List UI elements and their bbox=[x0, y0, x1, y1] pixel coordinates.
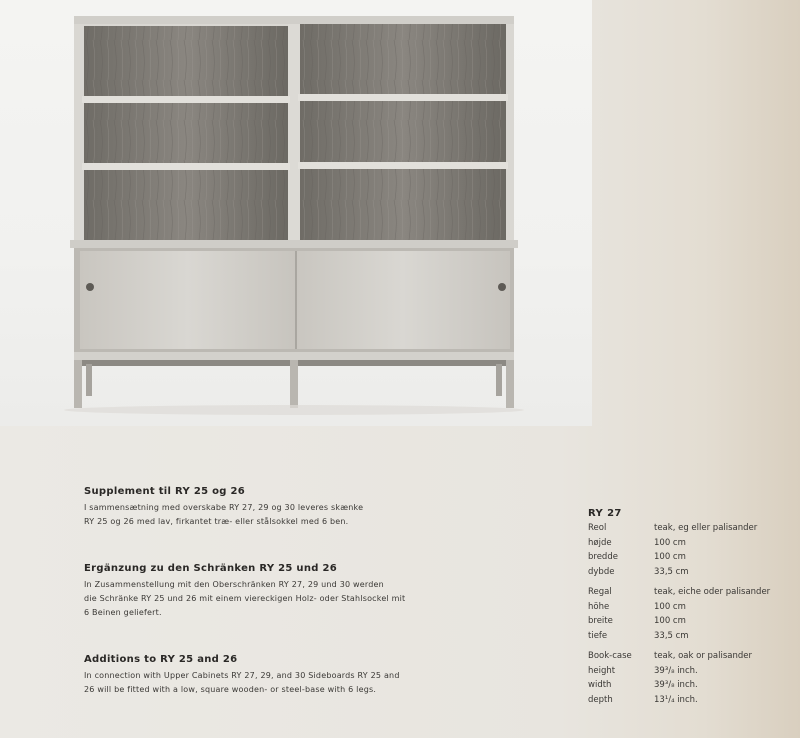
sliding-door-right bbox=[296, 251, 510, 349]
spec-value: 33,5 cm bbox=[654, 566, 689, 577]
spec-key: width bbox=[588, 680, 612, 690]
spec-row bbox=[588, 550, 788, 565]
bookcase-illustration bbox=[0, 0, 592, 426]
spec-row bbox=[588, 565, 788, 580]
spec-row bbox=[588, 649, 788, 664]
section-line: die Schränke RY 25 und 26 mit einem viereckigen Holz- oder Stahlsockel mit bbox=[84, 594, 406, 603]
spec-key: dybde bbox=[588, 566, 615, 577]
section-english bbox=[84, 654, 444, 697]
section-line: In connection with Upper Cabinets RY 27, 29, and 30 Sideboards RY 25 and bbox=[84, 671, 400, 680]
spec-value: teak, oak or palisander bbox=[654, 651, 752, 661]
spec-row bbox=[588, 585, 788, 600]
spec-key: højde bbox=[588, 537, 612, 548]
spec-value: 100 cm bbox=[654, 601, 686, 612]
leg bbox=[74, 360, 82, 408]
section-line: 6 Beinen geliefert. bbox=[84, 608, 162, 617]
sliding-door-left bbox=[80, 251, 296, 349]
spec-key: höhe bbox=[588, 601, 610, 612]
spec-key: Regal bbox=[588, 587, 612, 597]
section-line: RY 25 og 26 med lav, firkantet træ- eller stålsokkel med 6 ben. bbox=[84, 517, 349, 526]
leg bbox=[86, 364, 92, 396]
section-title: Ergänzung zu den Schränken RY 25 und 26 bbox=[84, 563, 338, 574]
model-number: RY 27 bbox=[588, 508, 622, 519]
spec-key: bredde bbox=[588, 552, 618, 562]
section-line: 26 will be fitted with a low, square wooden- or steel-base with 6 legs. bbox=[84, 685, 377, 694]
spec-row bbox=[588, 664, 788, 679]
leg bbox=[496, 364, 502, 396]
spec-row bbox=[588, 678, 788, 693]
spec-value: 100 cm bbox=[654, 552, 686, 562]
spec-row bbox=[588, 521, 788, 536]
spec-row bbox=[588, 629, 788, 644]
spec-group-english bbox=[588, 649, 788, 707]
section-line: I sammensætning med overskabe RY 27, 29 og 30 leveres skænke bbox=[84, 503, 364, 512]
spec-value: 100 cm bbox=[654, 616, 686, 626]
spec-value: 39³/₈ inch. bbox=[654, 665, 698, 676]
base bbox=[74, 352, 514, 360]
spec-key: Reol bbox=[588, 523, 607, 533]
spec-group-german bbox=[588, 585, 788, 643]
spec-table bbox=[588, 508, 788, 713]
section-danish bbox=[84, 486, 444, 529]
spec-key: depth bbox=[588, 694, 613, 705]
door-handle bbox=[498, 283, 506, 291]
product-photo bbox=[0, 0, 592, 426]
spec-row bbox=[588, 600, 788, 615]
shelf bbox=[298, 162, 508, 169]
spec-value: 100 cm bbox=[654, 537, 686, 548]
spec-key: Book-case bbox=[588, 651, 632, 661]
shelf bbox=[82, 96, 290, 103]
spec-value: teak, eiche oder palisander bbox=[654, 587, 771, 597]
section-title: Supplement til RY 25 og 26 bbox=[84, 486, 246, 497]
spec-row bbox=[588, 536, 788, 551]
spec-value: 13¹/₄ inch. bbox=[654, 694, 698, 705]
spec-key: tiefe bbox=[588, 630, 608, 641]
spec-value: 33,5 cm bbox=[654, 630, 689, 641]
spec-key: height bbox=[588, 665, 616, 676]
section-line: In Zusammenstellung mit den Oberschränken RY 27, 29 und 30 werden bbox=[84, 580, 384, 589]
section-title: Additions to RY 25 and 26 bbox=[84, 654, 238, 665]
spec-value: teak, eg eller palisander bbox=[654, 523, 758, 533]
leg bbox=[506, 360, 514, 408]
spec-row bbox=[588, 693, 788, 708]
section-german bbox=[84, 563, 444, 620]
shelf bbox=[82, 163, 290, 170]
spec-key: breite bbox=[588, 616, 613, 626]
spec-group-danish bbox=[588, 521, 788, 579]
shelf bbox=[298, 94, 508, 101]
spec-value: 39³/₈ inch. bbox=[654, 680, 698, 690]
leg bbox=[290, 360, 298, 408]
door-handle bbox=[86, 283, 94, 291]
spec-row bbox=[588, 614, 788, 629]
